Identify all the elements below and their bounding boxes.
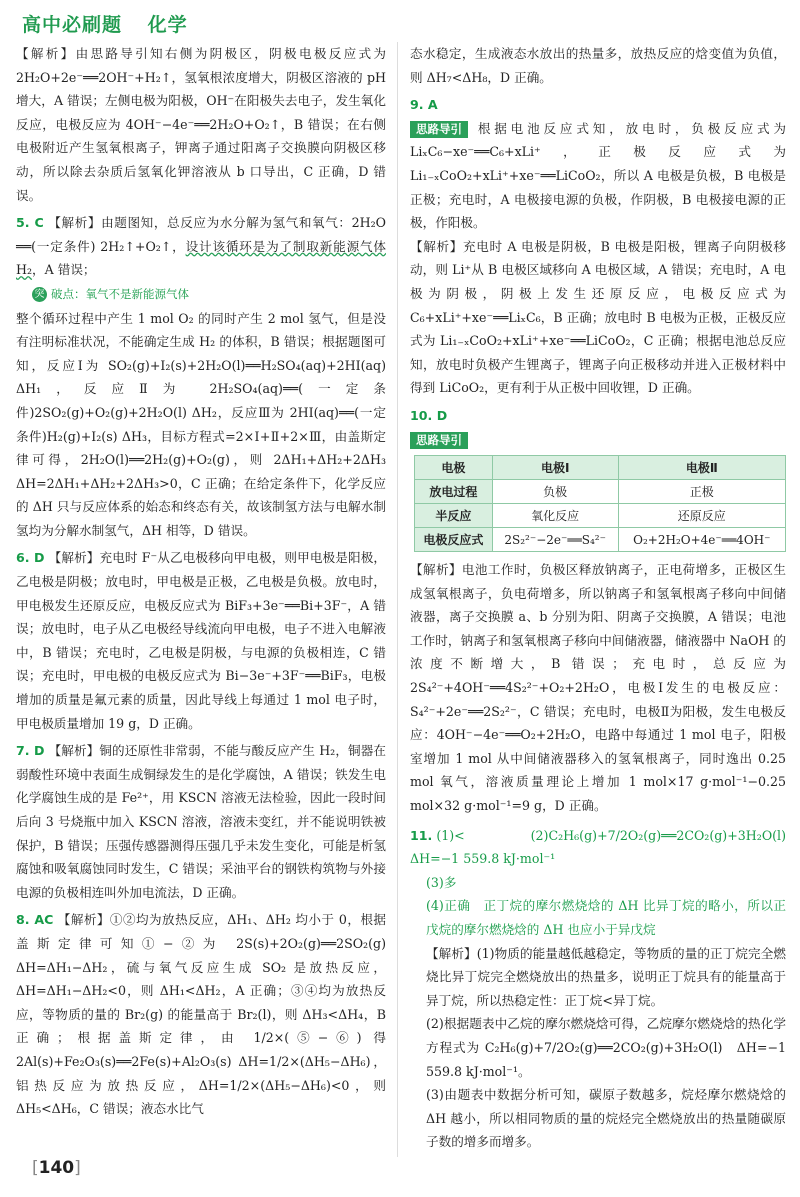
column-divider	[397, 42, 398, 1157]
q5-text-b: ，A 错误；	[32, 262, 96, 278]
q5-number: 5. C	[16, 215, 44, 231]
q10-guide-tag: 思路导引	[410, 432, 468, 449]
q4-analysis: 【解析】由思路导引知右侧为阴极区，阴极电极反应式为 2H₂O+2e⁻══2OH⁻+H₂↑，氢氧根浓度增大，阴极区溶液的 pH 增大，A 错误；左侧电极为阳极，OH⁻在阳极失去电子，发生氧化反应，电极反应为 4OH⁻−4e⁻══2H₂O+O₂↑，B 错误；在右侧电极附近产生氢氧根离子，钾离子通过阳离子交换膜向阴极区移动，所以除去杂质后氢氧化钾溶液从 b 口导出，C 正确，D 错误。	[16, 46, 386, 203]
q11-number: 11.	[410, 827, 433, 843]
q6-block	[16, 546, 386, 735]
table-row	[415, 480, 786, 504]
q8-number: 8. AC	[16, 912, 54, 928]
electrode-table	[414, 455, 786, 552]
q11-answer-1-2: (1)< (2)C₂H₆(g)+7/2O₂(g)══2CO₂(g)+3H₂O(l) ΔH=−1 559.8 kJ·mol⁻¹	[410, 827, 799, 867]
q7-block	[16, 739, 386, 904]
table-cell: 氧化反应	[492, 504, 618, 528]
book-title: 高中必刷题	[22, 14, 123, 36]
q11-answer-4: (4)正确 正丁烷的摩尔燃烧焓的 ΔH 比异丁烷的略小，所以正戊烷的摩尔燃烧焓的 ΔH 也应小于异戊烷	[426, 898, 786, 937]
page-number: [140]	[32, 1158, 81, 1178]
right-column	[410, 42, 799, 1154]
q9-number: 9. A	[410, 97, 438, 113]
q9-analysis: 【解析】充电时 A 电极是阴极，B 电极是阳极，锂离子向阴极移动，则 Li⁺从 B 电极区域移向 A 电极区域，A 错误；充电时，A 电极为阴极，阴极上发生还原反应，电极反应式为 C₆+xLi⁺+xe⁻══LiₓC₆，B 正确；放电时 B 电极为正极，正极反应式为 Li₁₋ₓCoO₂+xLi⁺+xe⁻══LiCoO₂，C 正确；根据电池总反应知，放电时负极产生锂离子，锂离子向正极移动并进入正极材料中得到 LiCoO₂，更有利于从正极中回收锂，D 正确。	[410, 238, 786, 396]
q8-analysis: 【解析】①②均为放热反应，ΔH₁、ΔH₂ 均小于 0，根据盖斯定律可知①−②为 2S(s)+2O₂(g)══2SO₂(g) ΔH=ΔH₁−ΔH₂，硫与氧气反应生成 SO₂ 是放热反应，ΔH=ΔH₁−ΔH₂<0，则 ΔH₁<ΔH₂，A 正确；③④均为放热反应，等物质的量的 Br₂(g) 的能量高于 Br₂(l)，则 ΔH₃<ΔH₄，B 正确；根据盖斯定律，由 1/2×(⑤−⑥) 得 2Al(s)+Fe₂O₃(s)══2Fe(s)+Al₂O₃(s) ΔH=1/2×(ΔH₅−ΔH₆)，铝热反应为放热反应，ΔH=1/2×(ΔH₅−ΔH₆)<0，则 ΔH₅<ΔH₆，C 错误；液态水比气	[16, 912, 386, 1117]
table-cell: 电极Ⅰ	[492, 456, 618, 480]
table-cell: 半反应	[415, 504, 493, 528]
q5-analysis: 整个循环过程中产生 1 mol O₂ 的同时产生 2 mol 氢气，但是没有注明标准状况，不能确定生成 H₂ 的体积，B 错误；根据题图可知，反应Ⅰ为 SO₂(g)+I₂(s)+2H₂O(l)══H₂SO₄(aq)+2HI(aq) ΔH₁，反应Ⅱ为 2H₂SO₄(aq)══(一定条件)2SO₂(g)+O₂(g)+2H₂O(l) ΔH₂，反应Ⅲ为 2HI(aq)══(一定条件)H₂(g)+I₂(s) ΔH₃，目标方程式=2×Ⅰ+Ⅱ+2×Ⅲ，由盖斯定律可得，2H₂O(l)══2H₂(g)+O₂(g)，则 2ΔH₁+ΔH₂+2ΔH₃ ΔH=2ΔH₁+ΔH₂+2ΔH₃>0，C 正确；在给定条件下，化学反应的 ΔH 只与反应体系的始态和终态有关，故该制氢方法与电解水制氢均为分解水制氢气，ΔH 相等，D 错误。	[16, 310, 386, 538]
q7-analysis: 【解析】铜的还原性非常弱，不能与酸反应产生 H₂，铜器在弱酸性环境中表面生成铜绿发生的是化学腐蚀，A 错误；铁发生电化学腐蚀生成的是 Fe²⁺，用 KSCN 溶液无法检验，因此一段时间后向 3 号烧瓶中加入 KSCN 溶液，溶液未变红，并不能说明铁被保护，B 错误；压强传感器测得压强几乎未发生变化，可能是析氢腐蚀和吸氧腐蚀同时发生，C 错误；采油平台的钢铁构筑物与外接电源的负极相连叫外加电流法，D 正确。	[16, 743, 386, 900]
q11-analysis-1: 【解析】(1)物质的能量越低越稳定，等物质的量的正丁烷完全燃烧比异丁烷完全燃烧放出的热量多，说明正丁烷具有的能量高于异丁烷，所以热稳定性：正丁烷<异丁烷。	[426, 945, 786, 1008]
table-cell: O₂+2H₂O+4e⁻══4OH⁻	[618, 528, 785, 552]
breakthrough-text: 破点：氧气不是新能源气体	[51, 286, 190, 301]
table-cell: 电极Ⅱ	[618, 456, 785, 480]
q6-analysis: 【解析】充电时 F⁻从乙电极移向甲电极，则甲电极是阳极，乙电极是阴极；放电时，甲电极是正极，乙电极是负极。放电时，甲电极发生还原反应，电极反应式为 BiF₃+3e⁻══Bi+3F⁻，A 错误；放电时，电子从乙电极经导线流向甲电极，电子不进入电解液中，B 错误；充电时，乙电极是阴极，与电源的负极相连，C 错误；充电时，甲电极的电极反应式为 Bi−3e⁻+3F⁻══BiF₃，电极增加的质量是氟元素的质量，因此导线上每通过 1 mol 电子时，甲电极质量增加 19 g，D 正确。	[16, 550, 387, 731]
table-cell: 电极	[415, 456, 493, 480]
table-cell: 放电过程	[415, 480, 493, 504]
table-cell: 正极	[618, 480, 785, 504]
q10-guide	[410, 428, 786, 452]
breakthrough-icon: 突	[32, 287, 47, 302]
subject-title: 化学	[147, 14, 188, 36]
q5-text-a: 【解析】由题图知，总反应为水分解为氢气和氧气：2H₂O ══(一定条件) 2H₂↑+O₂↑，	[16, 215, 386, 254]
table-row	[415, 504, 786, 528]
q8-block	[16, 908, 386, 1120]
table-row	[415, 528, 786, 552]
q9-guide-text: 根据电池反应式知，放电时，负极反应式为 LiₓC₆−xe⁻══C₆+xLi⁺，正极反应式为 Li₁₋ₓCoO₂+xLi⁺+xe⁻══LiCoO₂，所以 A 电极是负极，B 电极是正极；充电时，A 电极接电源的负极，作阴极，B 电极接电源的正极，作阳极。	[410, 120, 786, 231]
q9-guide	[410, 117, 786, 235]
q5-key-point: 设计该循环是为了制取新能源气体 H₂	[16, 238, 386, 278]
q6-number: 6. D	[16, 550, 45, 566]
q11-analysis-2: (2)根据题表中乙烷的摩尔燃烧焓可得，乙烷摩尔燃烧焓的热化学方程式为 C₂H₆(g)+7/2O₂(g)══2CO₂(g)+3H₂O(l) ΔH=−1 559.8 kJ·mol⁻¹。	[426, 1016, 786, 1079]
table-row	[415, 456, 786, 480]
q11-analysis-3: (3)由题表中数据分析可知，碳原子数越多，烷烃摩尔燃烧焓的 ΔH 越小，所以相同物质的量的烷烃完全燃烧放出的热量随碳原子数的增多而增多。	[426, 1087, 786, 1150]
q8-continuation: 态水稳定，生成液态水放出的热量多，放热反应的焓变值为负值，则 ΔH₇<ΔH₈，D 正确。	[410, 46, 786, 85]
q10-number: 10. D	[410, 407, 448, 423]
q11-block	[410, 824, 799, 871]
q11-answer-3: (3)多	[426, 874, 457, 890]
table-cell: 2S₂²⁻−2e⁻══S₄²⁻	[492, 528, 618, 552]
left-column	[16, 42, 386, 1121]
q5-block	[16, 211, 386, 282]
table-cell: 负极	[492, 480, 618, 504]
page-header	[22, 10, 206, 37]
q5-breakthrough	[16, 282, 386, 307]
table-cell: 还原反应	[618, 504, 785, 528]
table-cell: 电极反应式	[415, 528, 493, 552]
q7-number: 7. D	[16, 743, 45, 759]
q10-analysis: 【解析】电池工作时，负极区释放钠离子，正电荷增多，正极区生成氢氧根离子，负电荷增多，所以钠离子和氢氧根离子移向中间储液器，离子交换膜 a、b 分别为阳、阴离子交换膜，A 错误；电池工作时，钠离子和氢氧根离子移向中间储液器，储液器中 NaOH 的浓度不断增大，B 错误；充电时，总反应为 2S₄²⁻+4OH⁻══4S₂²⁻+O₂+2H₂O，电极Ⅰ发生的电极反应：S₄²⁻+2e⁻══2S₂²⁻，C 错误；充电时，电极Ⅱ为阳极，发生电极反应：4OH⁻−4e⁻══O₂+2H₂O，电路中每通过 1 mol 电子，阳极室增加 1 mol 从中间储液器移入的氢氧根离子，同时逸出 0.25 mol 氧气，溶液质量理论上增加 1 mol×17 g·mol⁻¹−0.25 mol×32 g·mol⁻¹=9 g，D 正确。	[410, 562, 786, 814]
q9-guide-tag: 思路导引	[410, 121, 468, 138]
